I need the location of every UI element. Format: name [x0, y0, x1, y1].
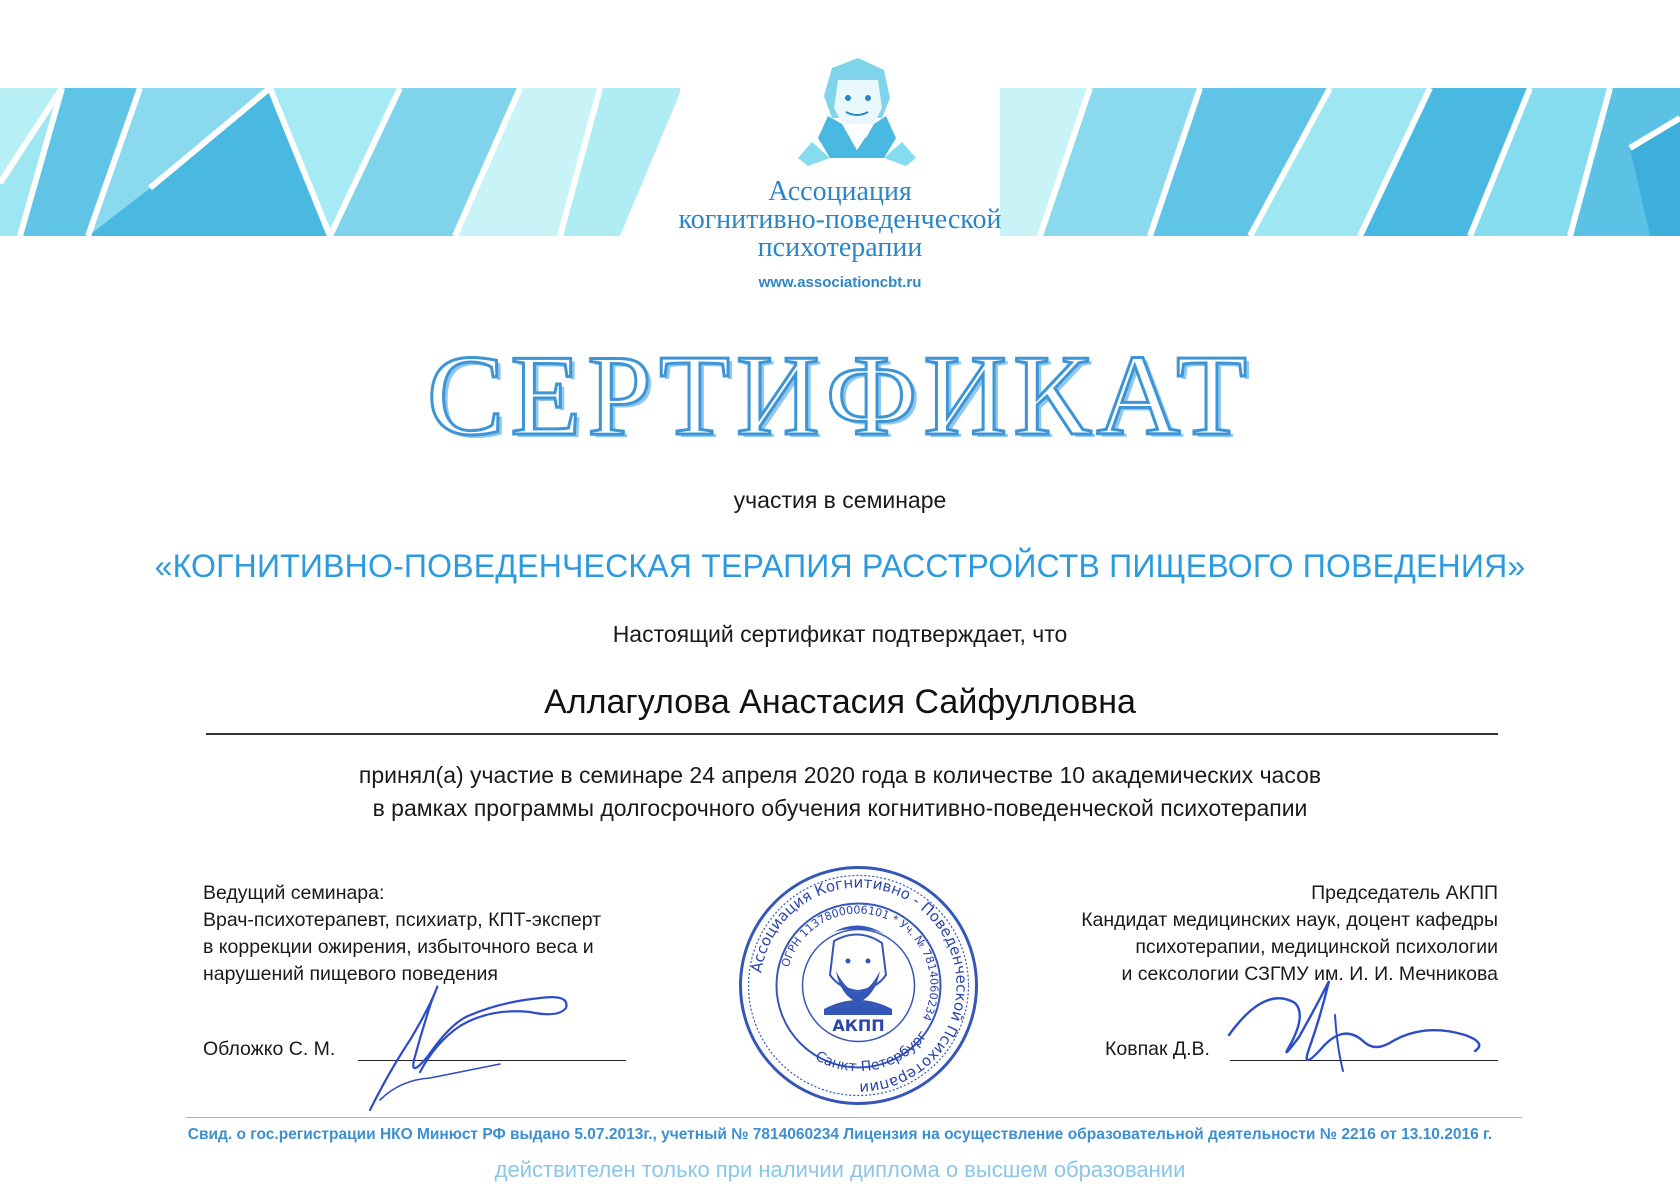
- right-signer-credential-1: Кандидат медицинских наук, доцент кафедры: [1081, 909, 1498, 931]
- portrait-logo-icon: [798, 58, 916, 168]
- stamp-portrait-icon: [824, 925, 892, 1015]
- seminar-title: «КОГНИТИВНО-ПОВЕДЕНЧЕСКАЯ ТЕРАПИЯ РАССТРОЙСТВ ПИЩЕВОГО ПОВЕДЕНИЯ»: [154, 548, 1526, 584]
- recipient-name: Аллагулова Анастасия Сайфулловна: [544, 683, 1136, 721]
- stamp-ogrn-text: ОГРН 1137800006101 * Уч. № 7814060234: [779, 903, 941, 1024]
- footer-divider: [186, 1117, 1522, 1118]
- confirm-text: Настоящий сертификат подтверждает, что: [612, 621, 1068, 647]
- org-name-line2: когнитивно-поведенческой: [678, 204, 1002, 235]
- stamp-city-text: Санкт-Петербург: [812, 1027, 931, 1076]
- org-name-line3: психотерапии: [757, 232, 923, 263]
- left-signer-credential-3: нарушений пищевого поведения: [203, 963, 498, 985]
- description-line2: в рамках программы долгосрочного обучения когнитивно-поведенческой психотерапии: [372, 795, 1308, 821]
- footer-validity-note: действителен только при наличии диплома о высшем образовании: [494, 1157, 1186, 1182]
- stamp-center-text: АКПП: [832, 1016, 885, 1035]
- left-signature: [340, 960, 620, 1115]
- org-name-line1: Ассоциация: [768, 176, 912, 207]
- certificate-title: СЕРТИФИКАТ: [426, 332, 1253, 460]
- right-signer-block: [978, 880, 1498, 988]
- right-signer-role: Председатель АКПП: [1311, 882, 1498, 904]
- right-signer-name: Ковпак Д.В.: [1105, 1038, 1210, 1060]
- description-line1: принял(а) участие в семинаре 24 апреля 2020 года в количестве 10 академических часов: [358, 762, 1322, 788]
- right-signature: [1225, 975, 1495, 1090]
- left-signer-role: Ведущий семинара:: [203, 882, 385, 904]
- left-signer-credential-1: Врач-психотерапевт, психиатр, КПТ-эксперт: [203, 909, 602, 931]
- org-website: www.associationcbt.ru: [758, 274, 922, 291]
- right-signer-credential-3: и сексологии СЗГМУ им. И. И. Мечникова: [1121, 963, 1498, 985]
- recipient-underline: [206, 733, 1498, 735]
- left-signer-credential-2: в коррекции ожирения, избыточного веса и: [203, 936, 594, 958]
- stamp-ring-text: Ассоциация Когнитивно - Поведенческой Психотерапии: [747, 873, 971, 1098]
- certificate-subtitle: участия в семинаре: [733, 487, 947, 513]
- official-stamp: [736, 863, 981, 1108]
- footer-registration: Свид. о гос.регистрации НКО Минюст РФ выдано 5.07.2013г., учетный № 7814060234 Лицензия на осуществление образовательной деятельности № 2216 от 13.10.2016 г.: [187, 1126, 1493, 1143]
- right-signer-credential-2: психотерапии, медицинской психологии: [1135, 936, 1498, 958]
- left-signer-name: Обложко С. М.: [203, 1038, 336, 1060]
